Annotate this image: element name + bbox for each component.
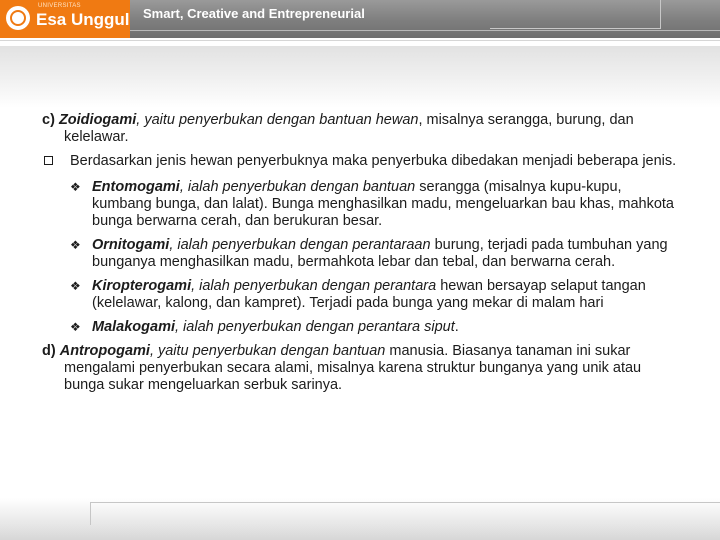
logo-name: Esa Unggul — [36, 10, 130, 29]
type-rest: burung, terjadi pada tumbuhan yang bunganya menghasilkan madu, bermahkota lebar dan tebal, dan berwarna cerah. — [92, 237, 668, 270]
item-c-desc-rest: , misalnya serangga, burung, dan kelelawar. — [64, 112, 634, 145]
university-logo — [0, 0, 130, 38]
item-d-term: Antropogami — [59, 343, 150, 359]
type-italic: , ialah penyerbukan dengan perantaraan — [169, 237, 431, 253]
type-entomogami — [70, 179, 682, 230]
type-term: Ornitogami — [92, 237, 170, 253]
intro-text: Berdasarkan jenis hewan penyerbuknya maka penyerbuka dibedakan menjadi beberapa jenis. — [70, 153, 677, 169]
type-term: Malakogami — [92, 319, 175, 335]
intro-bullet — [44, 153, 682, 170]
diamond-bullet-icon: ❖ — [70, 320, 81, 334]
square-bullet-icon — [44, 156, 53, 165]
type-rest: serangga (misalnya kupu-kupu, kumbang bunga, dan lalat). Bunga menghasilkan madu, mengeluarkan bau khas, mahkota bunga berwarna cerah, dan berukuran besar. — [92, 179, 674, 229]
logo-univ-label: UNIVERSITAS — [38, 3, 81, 9]
item-c — [42, 112, 682, 146]
university-emblem-icon — [6, 6, 30, 30]
type-malakogami — [70, 319, 682, 336]
item-d — [42, 343, 682, 394]
type-rest: hewan bersayap selaput tangan (kelelawar, kalong, dan kampret). Terjadi pada bunga yang mekar di malam hari — [92, 278, 646, 311]
item-d-marker: d) — [42, 343, 56, 359]
type-kiropterogami — [70, 278, 682, 312]
diamond-bullet-icon: ❖ — [70, 279, 81, 293]
diamond-bullet-icon: ❖ — [70, 180, 81, 194]
type-italic: , ialah penyerbukan dengan perantara — [191, 278, 437, 294]
top-band-line — [0, 40, 720, 41]
type-italic: , ialah penyerbukan dengan bantuan — [179, 179, 416, 195]
type-term: Kiropterogami — [92, 278, 192, 294]
item-d-desc-rest: manusia. Biasanya tanaman ini sukar mengalami penyerbukan secara alami, misalnya karena struktur bunganya yang unik atau bunga sukar mengeluarkan serbuk sarinya. — [64, 343, 642, 393]
header-decor-frame — [490, 0, 661, 29]
type-rest: . — [454, 319, 459, 335]
header-divider — [130, 30, 720, 31]
top-gray-band — [0, 46, 720, 108]
item-d-desc-italic: , yaitu penyerbukan dengan bantuan — [149, 343, 386, 359]
bottom-decor-frame — [90, 502, 720, 525]
item-c-marker: c) — [42, 112, 55, 128]
diamond-bullet-icon: ❖ — [70, 238, 81, 252]
pollination-types-list — [70, 179, 682, 336]
type-ornitogami — [70, 237, 682, 271]
type-italic: , ialah penyerbukan dengan perantara siput — [175, 319, 455, 335]
header-tagline: Smart, Creative and Entrepreneurial — [143, 6, 365, 21]
item-c-desc-italic: , yaitu penyerbukan dengan bantuan hewan — [136, 112, 419, 128]
item-c-term: Zoidiogami — [58, 112, 137, 128]
slide-content — [42, 112, 682, 401]
type-term: Entomogami — [92, 179, 180, 195]
header-bar — [0, 0, 720, 38]
